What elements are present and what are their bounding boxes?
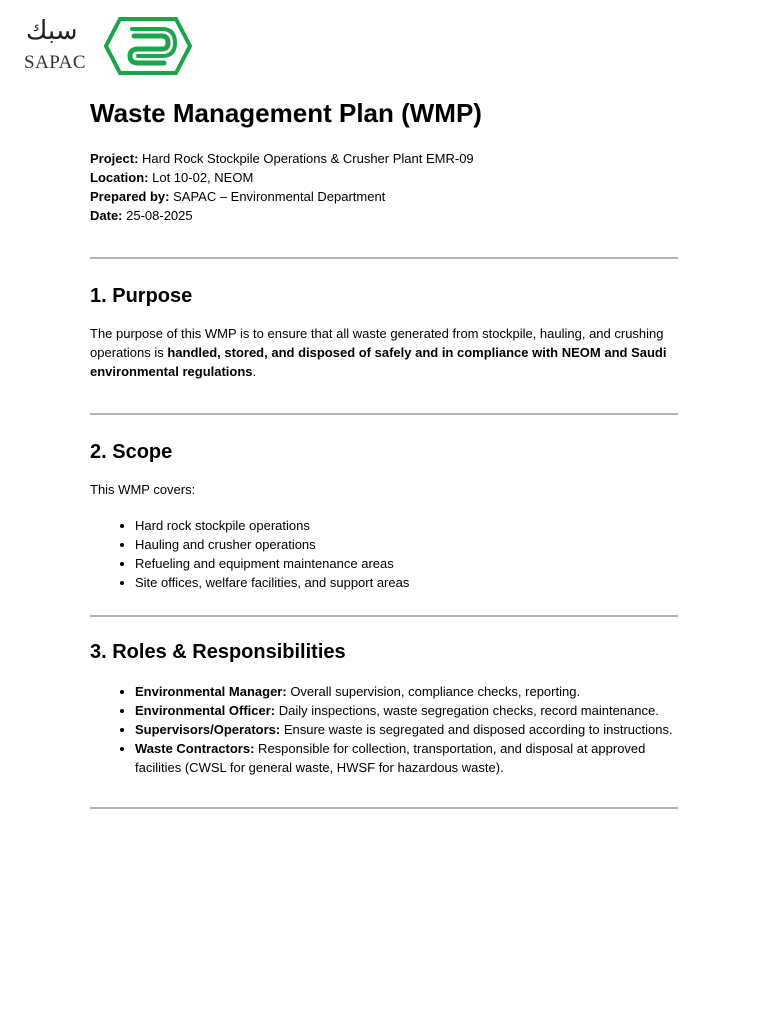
section-divider [90, 413, 678, 415]
meta-date [90, 206, 678, 225]
section-divider [90, 257, 678, 259]
meta-project-label: Project: [90, 151, 139, 166]
role-item [135, 739, 678, 777]
role-label: Environmental Officer: [135, 703, 276, 718]
role-item [135, 720, 678, 739]
meta-project [90, 149, 678, 168]
meta-date-value: 25-08-2025 [122, 208, 193, 223]
meta-prepared-by [90, 187, 678, 206]
role-text: Responsible for collection, transportation, and disposal at approved facilities (CWSL for general waste, HWSF for hazardous waste). [135, 741, 646, 775]
purpose-paragraph [90, 324, 678, 381]
logo-latin-text: SAPAC [24, 52, 87, 73]
role-label: Environmental Manager: [135, 684, 287, 699]
purpose-text-bold: handled, stored, and disposed of safely and in compliance with NEOM and Saudi environmental regulations [90, 345, 667, 379]
purpose-text-end: . [252, 364, 257, 379]
scope-heading: 2. Scope [90, 441, 173, 463]
role-label: Supervisors/Operators: [135, 722, 281, 737]
sapac-emblem-icon [104, 17, 192, 75]
scope-list-item: • Hauling and crusher operations [135, 535, 678, 554]
scope-list-item: • Hard rock stockpile operations [135, 516, 678, 535]
roles-heading: 3. Roles & Responsibilities [90, 641, 346, 663]
sapac-logo [24, 14, 194, 78]
logo-arabic-text: سبك [26, 16, 78, 46]
scope-list-item: • Site offices, welfare facilities, and support areas [135, 573, 678, 592]
roles-list [90, 682, 678, 777]
meta-prepared-value: SAPAC – Environmental Department [169, 189, 386, 204]
meta-date-label: Date: [90, 208, 123, 223]
section-divider [90, 807, 678, 809]
document-title: Waste Management Plan (WMP) [90, 98, 482, 128]
meta-location [90, 168, 678, 187]
scope-intro: This WMP covers: [90, 482, 196, 497]
meta-project-value: Hard Rock Stockpile Operations & Crusher Plant EMR-09 [138, 151, 474, 166]
meta-location-label: Location: [90, 170, 149, 185]
role-text: Ensure waste is segregated and disposed according to instructions. [280, 722, 673, 737]
section-divider [90, 615, 678, 617]
document-body [90, 96, 678, 809]
role-item [135, 682, 678, 701]
meta-prepared-label: Prepared by: [90, 189, 170, 204]
role-text: Overall supervision, compliance checks, reporting. [286, 684, 581, 699]
role-item [135, 701, 678, 720]
role-label: Waste Contractors: [135, 741, 255, 756]
purpose-heading: 1. Purpose [90, 285, 193, 307]
scope-list [90, 516, 678, 592]
scope-list-item: • Refueling and equipment maintenance areas [135, 554, 678, 573]
role-text: Daily inspections, waste segregation checks, record maintenance. [275, 703, 659, 718]
document-meta [90, 149, 678, 225]
meta-location-value: Lot 10-02, NEOM [148, 170, 254, 185]
purpose-text-start: The purpose of this WMP is to ensure that all waste generated from stockpile, hauling, and crushing operations is [90, 326, 664, 360]
